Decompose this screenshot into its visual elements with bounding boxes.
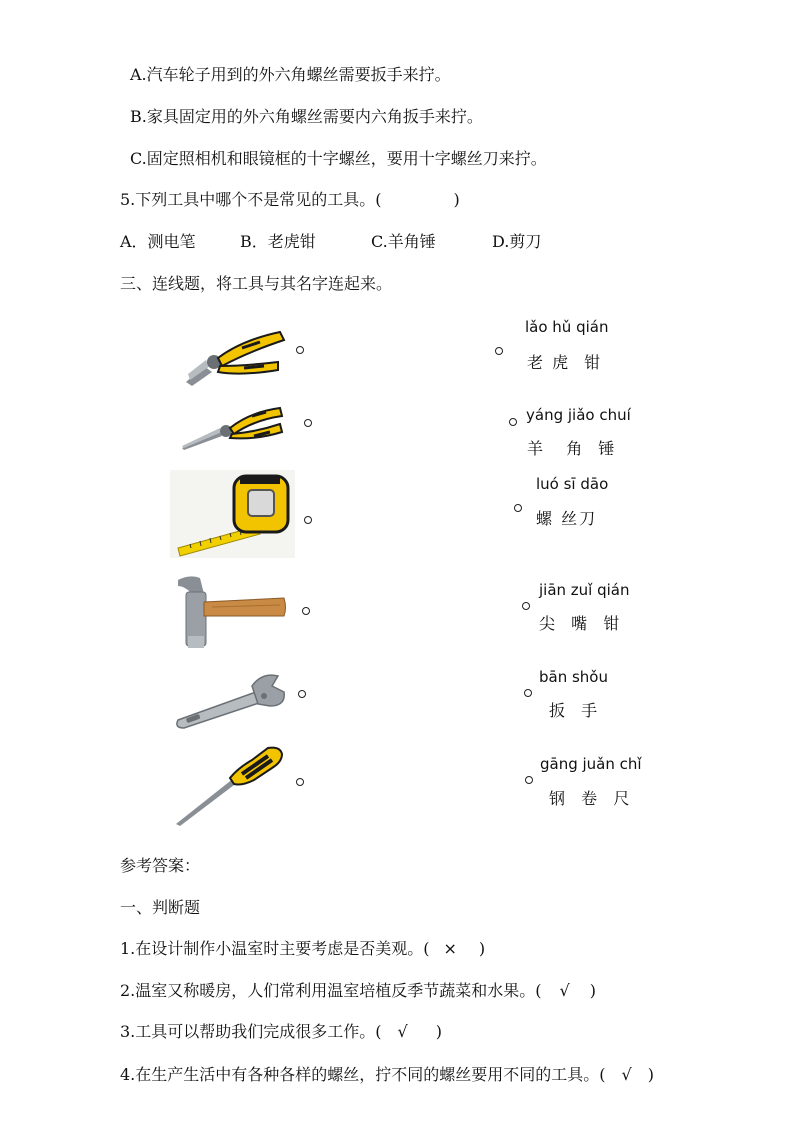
name-4-pinyin: jiān zuǐ qián [539, 581, 630, 599]
name-4-hanzi: 尖 嘴 钳 [539, 614, 622, 633]
screwdriver-icon [172, 744, 287, 828]
answer-2-text: 2.温室又称暖房，人们常利用温室培植反季节蔬菜和水果。( [120, 981, 542, 1000]
tool-3-dot[interactable] [304, 516, 312, 524]
answers-heading: 参考答案： [120, 856, 201, 875]
question-5-close: ) [453, 190, 460, 209]
tool-1-dot[interactable] [296, 346, 304, 354]
answer-2 [120, 980, 596, 1002]
question-5-option-b: B．老虎钳 [240, 232, 316, 251]
answer-3-mark: √ [397, 1022, 408, 1041]
answer-2-close: ) [589, 981, 596, 1000]
tool-4-dot[interactable] [302, 607, 310, 615]
name-1-pinyin: lǎo hǔ qián [525, 318, 609, 336]
answer-3 [120, 1021, 442, 1043]
name-5-pinyin: bān shǒu [539, 668, 608, 686]
answer-4-mark: √ [621, 1065, 632, 1084]
answer-4-close: ) [647, 1065, 654, 1084]
claw-hammer-icon [172, 574, 287, 650]
name-4-dot[interactable] [522, 602, 530, 610]
name-2-pinyin: yáng jiǎo chuí [526, 406, 631, 424]
answer-1 [120, 938, 485, 960]
wrench-icon [172, 672, 292, 730]
answer-1-mark: × [443, 939, 457, 958]
question-5-option-a: A．测电笔 [120, 232, 196, 251]
name-2-hanzi: 羊 角 锤 [527, 439, 617, 458]
section-3-heading: 三、连线题，将工具与其名字连起来。 [120, 274, 393, 293]
option-c-text: C.固定照相机和眼镜框的十字螺丝，要用十字螺丝刀来拧。 [130, 149, 547, 168]
needle-nose-pliers-icon [180, 402, 285, 452]
tape-measure-icon [170, 470, 295, 558]
name-5-dot[interactable] [524, 689, 532, 697]
tool-6-dot[interactable] [296, 778, 304, 786]
pliers-icon [182, 322, 292, 388]
name-6-dot[interactable] [525, 776, 533, 784]
question-5-text [120, 189, 460, 211]
tool-2-dot[interactable] [304, 419, 312, 427]
name-1-hanzi: 老 虎 钳 [527, 353, 603, 372]
name-6-pinyin: gāng juǎn chǐ [540, 755, 642, 773]
answer-1-close: ) [478, 939, 486, 958]
option-b-text: B.家具固定用的外六角螺丝需要内六角扳手来拧。 [130, 107, 483, 126]
name-3-pinyin: luó sī dāo [536, 475, 609, 493]
answer-4 [120, 1064, 654, 1086]
name-3-hanzi: 螺 丝刀 [536, 509, 598, 528]
name-2-dot[interactable] [509, 418, 517, 426]
answer-3-close: ) [435, 1022, 442, 1041]
name-1-dot[interactable] [495, 347, 503, 355]
answers-section-1: 一、判断题 [120, 898, 201, 917]
option-a-text: A.汽车轮子用到的外六角螺丝需要扳手来拧。 [130, 65, 451, 84]
answer-2-mark: √ [559, 981, 570, 1000]
answer-1-text: 1.在设计制作小温室时主要考虑是否美观。( [120, 939, 430, 958]
tool-5-dot[interactable] [298, 690, 306, 698]
name-5-hanzi: 扳 手 [549, 701, 600, 720]
name-3-dot[interactable] [514, 504, 522, 512]
name-6-hanzi: 钢 卷 尺 [549, 789, 632, 808]
question-5-stem: 5.下列工具中哪个不是常见的工具。( [120, 190, 382, 209]
question-5-option-c: C.羊角锤 [371, 232, 436, 251]
answer-3-text: 3.工具可以帮助我们完成很多工作。( [120, 1022, 382, 1041]
answer-4-text: 4.在生产生活中有各种各样的螺丝，拧不同的螺丝要用不同的工具。( [120, 1065, 606, 1084]
question-5-option-d: D.剪刀 [492, 232, 542, 251]
